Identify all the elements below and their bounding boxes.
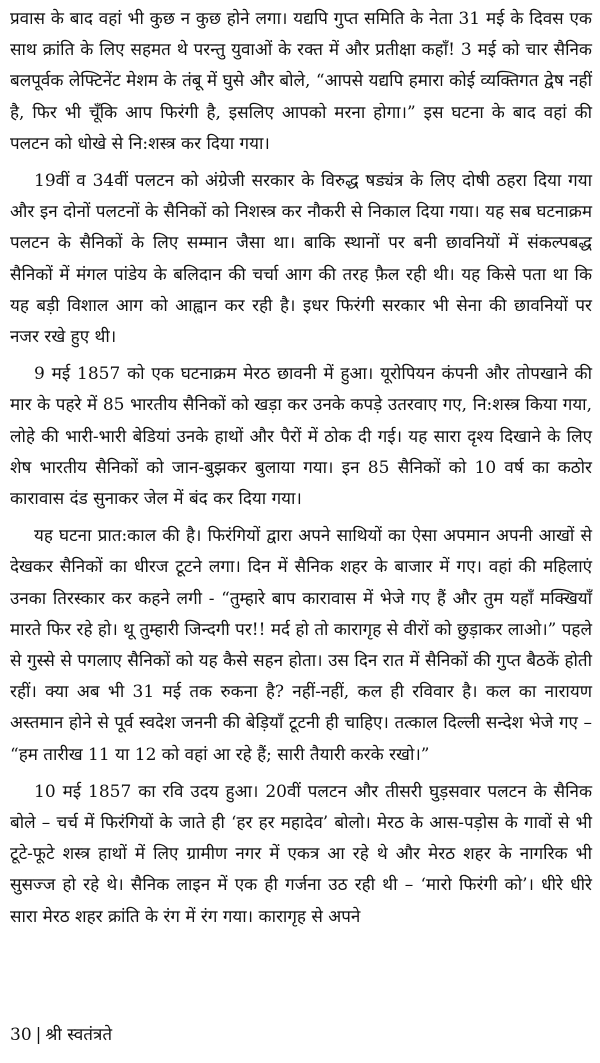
page-footer xyxy=(10,1020,112,1050)
paragraph-1: प्रवास के बाद वहां भी कुछ न कुछ होने लगा। यद्यपि गुप्त समिति के नेता 31 मई के दिवस एक साथ क्रांति के लिए सहमत थे परन्तु युवाओं के रक्त में और प्रतीक्षा कहाँ! 3 मई को चार सैनिक बलपूर्वक लेफ्टिनेंट मेशम के तंबू में घुसे और बोले, “आपसे यद्यपि हमारा कोई व्यक्तिगत द्वेष नहीं है, फिर भी चूँकि आप फिरंगी है, इसलिए आपको मरना होगा।” इस घटना के बाद वहां की पलटन को धोखे से नि:शस्त्र कर दिया गया। xyxy=(10,9,592,154)
paragraph-3: 9 मई 1857 को एक घटनाक्रम मेरठ छावनी में हुआ। यूरोपियन कंपनी और तोपखाने की मार के पहरे में 85 भारतीय सैनिकों को खड़ा कर उनके कपड़े उतरवाए गए, नि:शस्त्र किया गया, लोहे की भारी-भारी बेडियां उनके हाथों और पैरों में ठोक दी गई। यह सारा दृश्य दिखाने के लिए शेष भारतीय सैनिकों को जान-बुझकर बुलाया गया। इन 85 सैनिकों को 10 वर्ष का कठोर कारावास दंड सुनाकर जेल में बंद कर दिया गया। xyxy=(10,364,592,510)
paragraph-5: 10 मई 1857 का रवि उदय हुआ। 20वीं पलटन और तीसरी घुड़सवार पलटन के सैनिक बोले – चर्च में फिरंगियों के जाते ही ‘हर हर महादेव’ बोलो। मेरठ के आस-पड़ोस के गावों से भी टूटे-फूटे शस्त्र हाथों में लिए ग्रामीण नगर में एकत्र आ रहे थे और मेरठ शहर के नागरिक भी सुसज्ज हो रहे थे। सैनिक लाइन में एक ही गर्जना उठ रही थी – ‘मारो फिरंगी को’। धीरे धीरे सारा मेरठ शहर क्रांति के रंग में रंग गया। कारागृह से अपने xyxy=(10,781,592,927)
page-body xyxy=(10,0,592,933)
paragraph-2: 19वीं व 34वीं पलटन को अंग्रेजी सरकार के विरुद्ध षड्यंत्र के लिए दोषी ठहरा दिया गया और इन दोनों पलटनों के सैनिकों को निशस्त्र कर नौकरी से निकाल दिया गया। यह सब घटनाक्रम पलटन के सैनिकों के लिए सम्मान जैसा था। बाकि स्थानों पर बनी छावनियों में संकल्पबद्ध सैनिकों में मंगल पांडेय के बलिदान की चर्चा आग की तरह फ़ैल रही थी। यह किसे पता था कि यह बड़ी विशाल आग को आह्वान कर रही है। इधर फिरंगी सरकार भी सेना की छावनियों पर नजर रखे हुए थी। xyxy=(10,171,592,348)
paragraph-4: यह घटना प्रात:काल की है। फिरंगियों द्वारा अपने साथियों का ऐसा अपमान अपनी आखों से देखकर सैनिकों का धीरज टूटने लगा। दिन में सैनिक शहर के बाजार में गए। वहां की महिलाएं उनका तिरस्कार कर कहने लगी - “तुम्हारे बाप कारावास में भेजे गए हैं और तुम यहाँ मक्खियाँ मारते फिर रहे हो। थू तुम्हारी जिन्दगी पर!! मर्द हो तो कारागृह से वीरों को छुड़ाकर लाओ।” पहले से गुस्से से पगलाए सैनिकों को यह कैसे सहन होता। उस दिन रात में सैनिकों की गुप्त बैठकें होती रहीं। क्या अब भी 31 मई तक रुकना है? नहीं-नहीं, कल ही रविवार है। कल का नारायण अस्तमान होने से पूर्व स्वदेश जननी की बेड़ियाँ टूटनी ही चाहिए। तत्काल दिल्ली सन्देश भेजे गए – “हम तारीख 11 या 12 को वहां आ रहे हैं; सारी तैयारी करके रखो।” xyxy=(10,526,592,765)
footer-separator: | xyxy=(35,1025,42,1045)
book-title: श्री स्वतंत्रते xyxy=(45,1025,113,1045)
page-number: 30 xyxy=(10,1025,32,1045)
